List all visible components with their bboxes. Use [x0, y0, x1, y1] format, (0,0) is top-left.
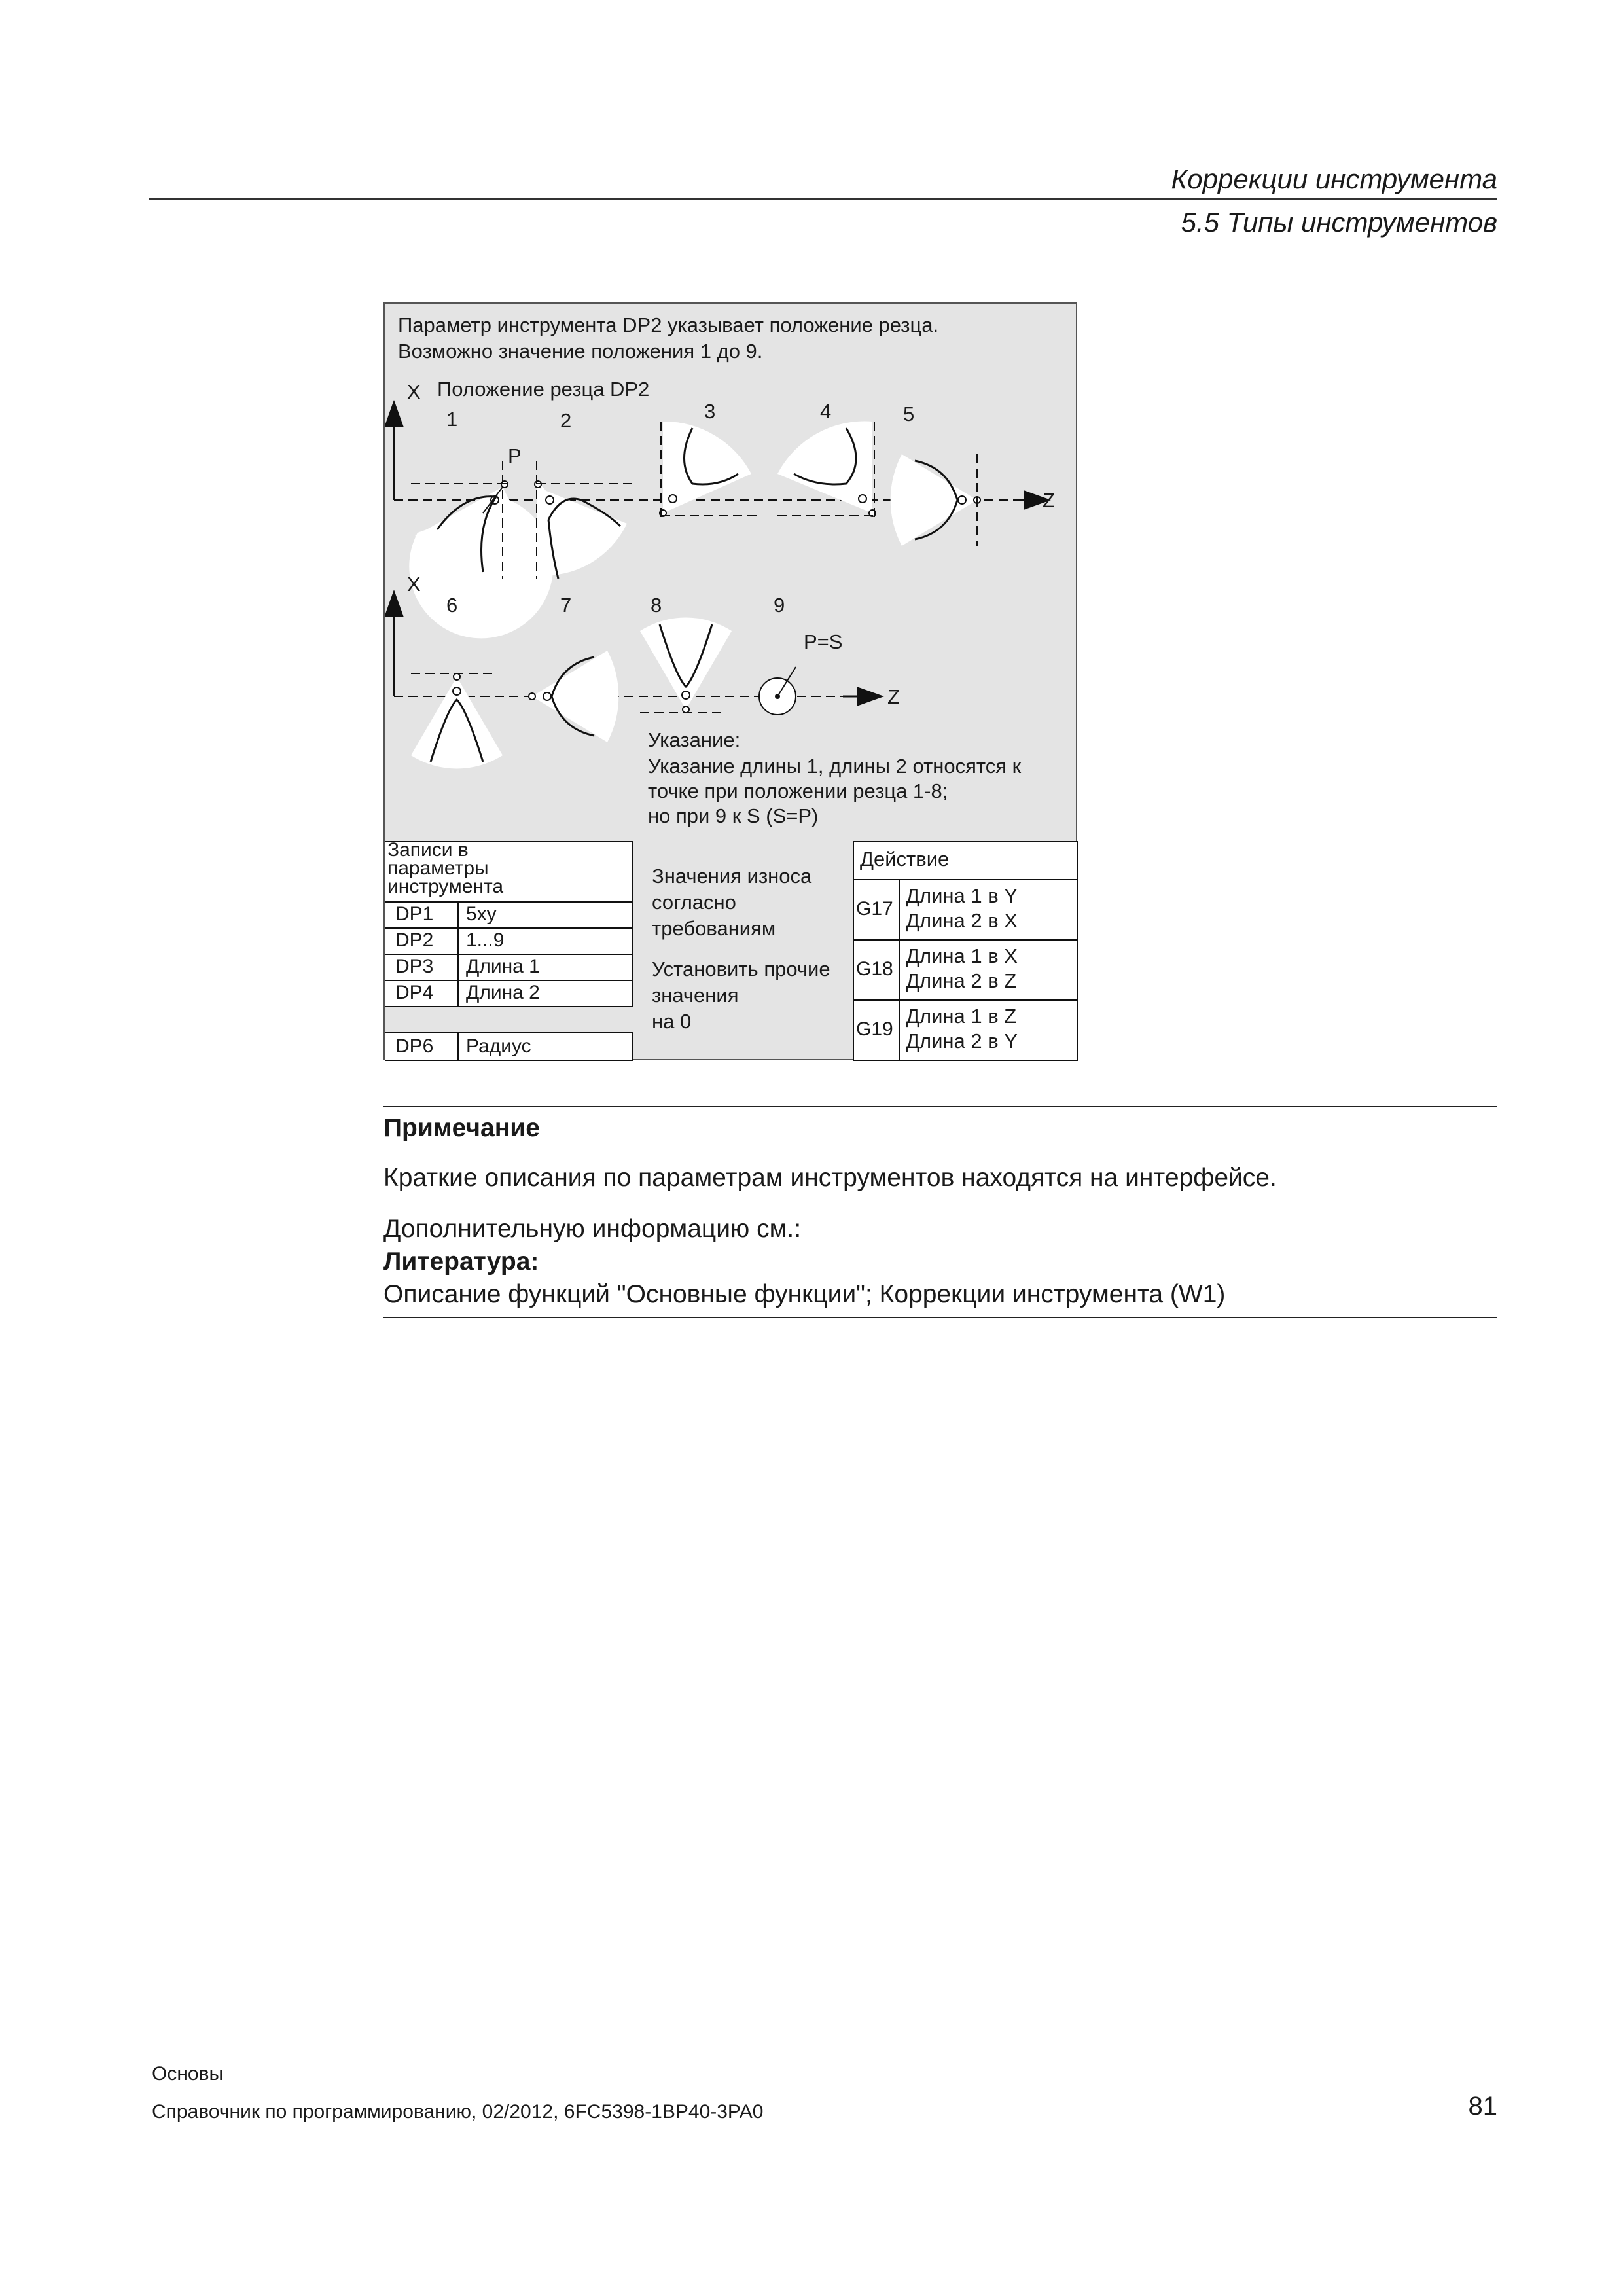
entry-param-dp2: DP2	[395, 929, 434, 951]
literature-text: Описание функций "Основные функции"; Коррекции инструмента (W1)	[383, 1280, 1226, 1308]
entry-param-dp4: DP4	[395, 982, 434, 1003]
axis-z-label-row1: Z	[1043, 489, 1055, 512]
action-g18-line1: Длина 1 в X	[906, 944, 1018, 967]
point-p-label: P	[508, 444, 522, 467]
tool-position-figure	[383, 302, 1077, 1060]
cutter-pos-3	[660, 422, 758, 520]
other-text-line3: на 0	[652, 1010, 692, 1033]
footer-line-2: Справочник по программированию, 02/2012, 6FC5398-1BP40-3PA0	[152, 2101, 764, 2123]
entry-value-dp2: 1...9	[466, 929, 505, 951]
cutter-pos-7	[529, 651, 618, 742]
action-code-g18: G18	[856, 958, 893, 980]
section-title: 5.5 Типы инструментов	[1181, 207, 1497, 238]
action-g19-line1: Длина 1 в Z	[906, 1005, 1017, 1028]
wear-text-line3: требованиям	[652, 917, 776, 940]
point-ps-label: P=S	[804, 630, 843, 653]
footer-line-1: Основы	[152, 2063, 224, 2085]
entries-header-line2: параметры	[387, 857, 489, 879]
cutter-pos-8	[640, 618, 732, 713]
action-g18-line2: Длина 2 в Z	[906, 969, 1017, 992]
action-code-g17: G17	[856, 898, 893, 920]
entry-value-dp1: 5xy	[466, 903, 497, 925]
cutter-pos-9	[759, 667, 796, 715]
axis-z-label-row2: Z	[887, 685, 900, 708]
wear-text-line1: Значения износа	[652, 865, 812, 888]
cutter-pos-6	[411, 673, 503, 768]
position-number-2: 2	[560, 409, 572, 432]
hint-line2: точке при положении резца 1-8;	[648, 780, 948, 802]
hint-title: Указание:	[648, 728, 741, 751]
axis-x-label-row2: X	[407, 573, 421, 596]
cutter-pos-4	[777, 422, 876, 520]
hint-line3: но при 9 к S (S=P)	[648, 804, 819, 827]
other-text-line2: значения	[652, 984, 739, 1007]
other-text-line1: Установить прочие	[652, 958, 830, 980]
literature-label: Литература:	[383, 1247, 539, 1276]
note-heading: Примечание	[383, 1114, 540, 1142]
action-code-g19: G19	[856, 1018, 893, 1040]
wear-text-line2: согласно	[652, 891, 736, 914]
position-number-7: 7	[560, 594, 572, 617]
action-g17-line1: Длина 1 в Y	[906, 884, 1018, 907]
figure-intro-line1: Параметр инструмента DP2 указывает положение резца.	[398, 314, 939, 336]
position-number-5: 5	[903, 403, 915, 425]
hint-line1: Указание длины 1, длины 2 относятся к	[648, 755, 1022, 778]
entries-header-line3: инструмента	[387, 876, 504, 897]
cutter-pos-2	[535, 461, 633, 579]
note-bottom-rule	[383, 1317, 1497, 1318]
position-label: Положение резца DP2	[437, 378, 650, 401]
entry-param-dp1: DP1	[395, 903, 434, 925]
axis-x-label-row1: X	[407, 380, 421, 403]
entry-value-dp6: Радиус	[466, 1035, 531, 1057]
page-number: 81	[1468, 2092, 1497, 2121]
entry-param-dp3: DP3	[395, 956, 434, 977]
entry-value-dp3: Длина 1	[466, 956, 540, 977]
action-g17-line2: Длина 2 в X	[906, 909, 1018, 932]
position-number-4: 4	[820, 400, 832, 423]
cutter-pos-1	[409, 461, 553, 638]
action-g19-line2: Длина 2 в Y	[906, 1030, 1018, 1052]
header-rule	[149, 198, 1497, 200]
entry-param-dp6: DP6	[395, 1035, 434, 1057]
chapter-title: Коррекции инструмента	[1171, 164, 1497, 194]
note-top-rule	[383, 1106, 1497, 1107]
entry-value-dp4: Длина 2	[466, 982, 540, 1003]
note-text-1: Краткие описания по параметрам инструментов находятся на интерфейсе.	[383, 1164, 1277, 1192]
note-text-2: Дополнительную информацию см.:	[383, 1215, 802, 1243]
action-header: Действие	[860, 848, 950, 870]
position-number-1: 1	[446, 408, 458, 431]
entries-header-line1: Записи в	[387, 839, 469, 861]
figure-intro-line2: Возможно значение положения 1 до 9.	[398, 340, 763, 363]
cutter-pos-5	[891, 454, 980, 546]
position-number-9: 9	[774, 594, 785, 617]
position-number-6: 6	[446, 594, 458, 617]
position-number-3: 3	[704, 400, 716, 423]
position-number-8: 8	[651, 594, 662, 617]
